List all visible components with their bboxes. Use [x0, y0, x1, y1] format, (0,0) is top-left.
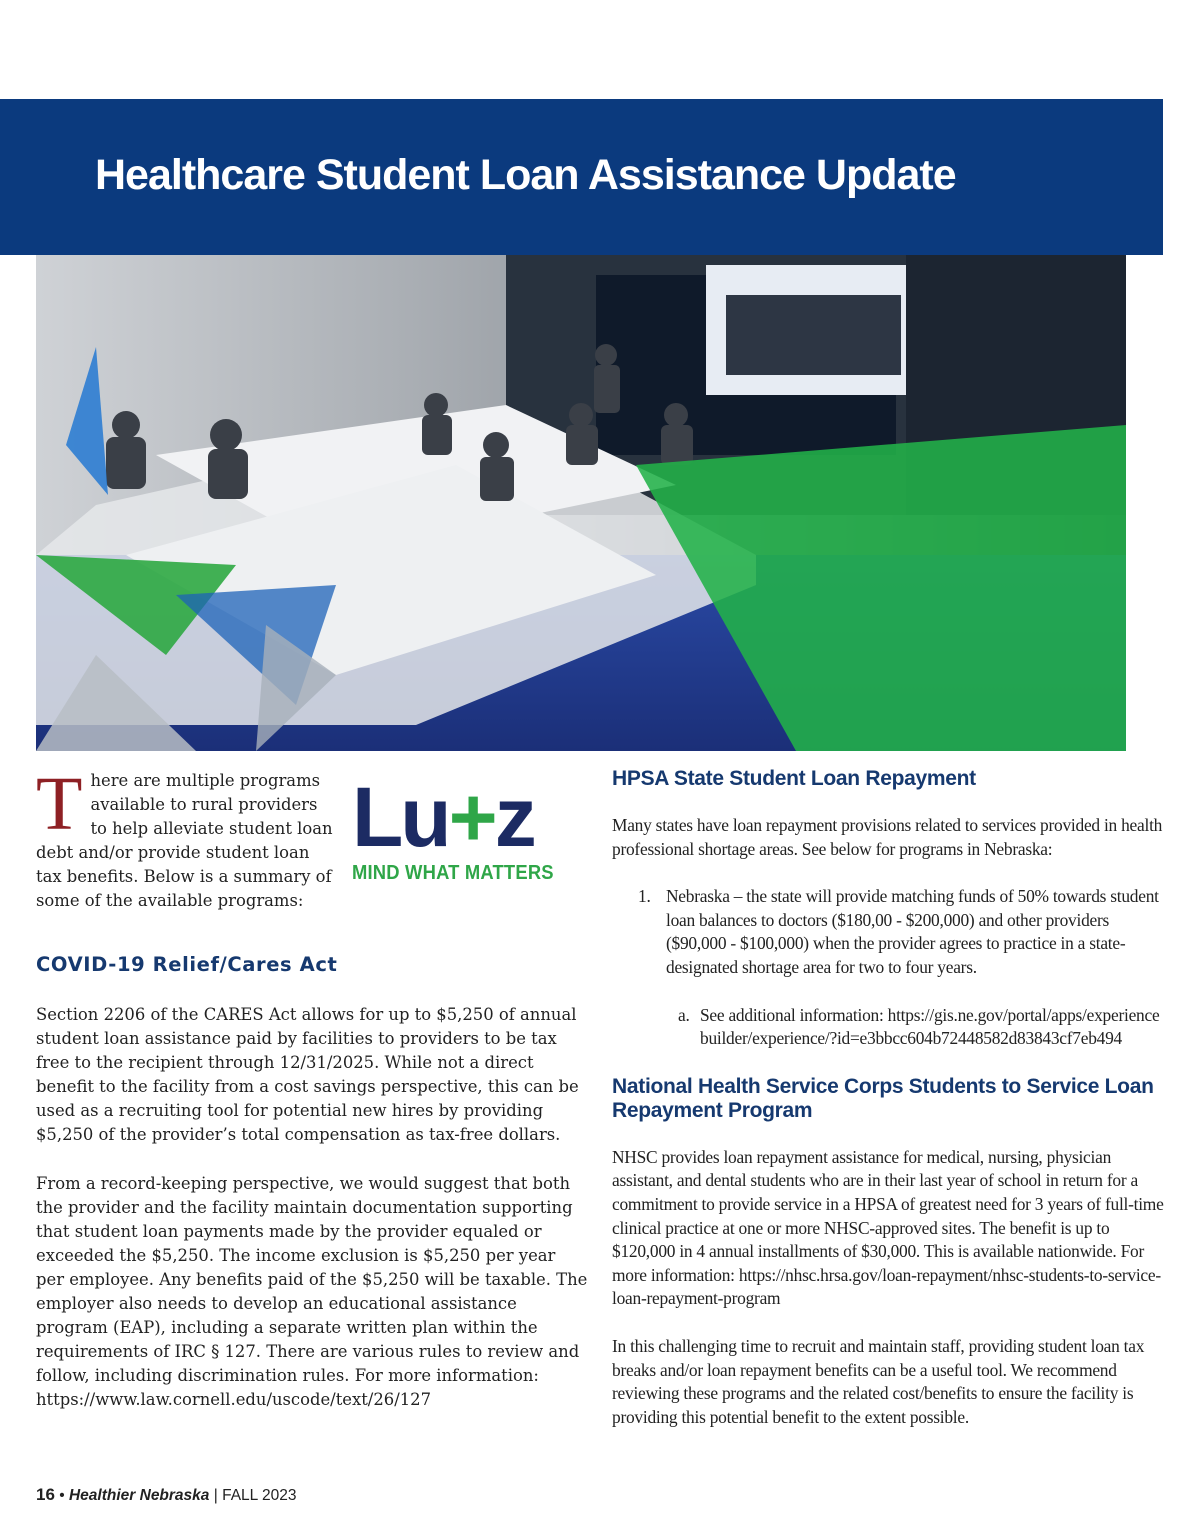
- logo-word-left: Lu: [352, 770, 449, 864]
- logo-tagline: MIND WHAT MATTERS: [352, 862, 554, 884]
- covid-paragraph-1: Section 2206 of the CARES Act allows for up to $5,250 of annual student loan assistance paid by facilities to providers to be tax free to the recipient through 12/31/2025. While not a direct benefit to the facility from a cost savings perspective, this can be used as a recruiting tool for potential new hires by providing $5,250 of the provider’s total compensation as tax-free dollars.: [36, 1005, 579, 1145]
- list-marker: 1.: [638, 886, 651, 907]
- title-banner: [0, 99, 1163, 255]
- drop-cap: T: [36, 762, 83, 846]
- hpsa-sublist: [666, 1004, 1164, 1051]
- intro-block: [36, 762, 588, 953]
- nhsc-paragraph-2: In this challenging time to recruit and maintain staff, providing student loan tax breaks and/or loan repayment benefits can be a useful tool. We recommend reviewing these programs and the related cost/benefits to ensure the facility is providing this potential benefit to the extent possible.: [612, 1335, 1145, 1427]
- left-column: [36, 762, 588, 1437]
- hpsa-heading: HPSA State Student Loan Repayment: [612, 767, 976, 790]
- hpsa-paragraph: Many states have loan repayment provisions related to services provided in health professional shortage areas. See below for programs in Nebraska:: [612, 815, 1163, 859]
- classroom-illustration: [36, 255, 1126, 751]
- sublist-marker: a.: [678, 1004, 690, 1025]
- covid-paragraph-2: From a record-keeping perspective, we would suggest that both the provider and the facility maintain documentation supporting that student loan payments made by the provider equaled or exceeded the $5,250. The income exclusion is $5,250 per year per employee. Any benefits paid of the $5,250 will be taxable. The employer also needs to develop an educational assistance program (EAP), including a separate written plan within the requirements of IRC § 127. There are various rules to review and follow, including discrimination rules. For more information: https://www.law.cornell.edu/uscode/text/26/127: [36, 1173, 588, 1410]
- classroom-photo: [36, 255, 1126, 751]
- hpsa-list: [612, 885, 1164, 1051]
- list-item-text: Nebraska – the state will provide matching funds of 50% towards student loan balances to doctors ($180,00 - $200,000) and other providers ($90,000 - $100,000) when the provider agrees to practice in a state-designated shortage area for two to four years.: [666, 886, 1159, 977]
- page-footer: [36, 1485, 296, 1505]
- page-number: 16: [36, 1485, 55, 1504]
- footer-bullet: •: [59, 1487, 65, 1504]
- issue-label: FALL 2023: [222, 1487, 297, 1504]
- covid-heading: COVID-19 Relief/Cares Act: [36, 953, 338, 976]
- logo-word-right: z: [494, 770, 534, 864]
- sublist-item: [666, 1004, 1164, 1051]
- sublist-item-text: See additional information: https://gis.ne.gov/portal/apps/experiencebuilder/experience/?id=e3bbcc604b72448582d83843cf7eb494: [700, 1004, 1160, 1049]
- logo-wordmark: [352, 770, 567, 864]
- right-column: [612, 767, 1164, 1453]
- intro-text: here are multiple programs available to rural providers to help alleviate student loan debt and/or provide student loan tax benefits. Below is a summary of some of the available programs:: [36, 771, 333, 911]
- nhsc-heading: National Health Service Corps Students to Service Loan Repayment Program: [612, 1074, 1154, 1122]
- list-item: [612, 885, 1164, 1051]
- intro-paragraph: [36, 762, 336, 914]
- publication-name: Healthier Nebraska: [68, 1487, 210, 1504]
- lutz-logo: [352, 770, 567, 889]
- logo-plus-icon: +: [448, 770, 495, 864]
- page-title: Healthcare Student Loan Assistance Update: [95, 151, 956, 199]
- footer-separator: |: [213, 1487, 218, 1504]
- nhsc-paragraph-1: NHSC provides loan repayment assistance for medical, nursing, physician assistant, and dental students who are in their last year of school in return for a commitment to provide service in a HPSA of greatest need for 3 years of full-time clinical practice at one or more NHSC-approved sites. The benefit is up to $120,000 in 4 annual installments of $30,000. This is available nationwide. For more information: https://nhsc.hrsa.gov/loan-repayment/nhsc-students-to-service-loan-repayment-program: [612, 1146, 1164, 1309]
